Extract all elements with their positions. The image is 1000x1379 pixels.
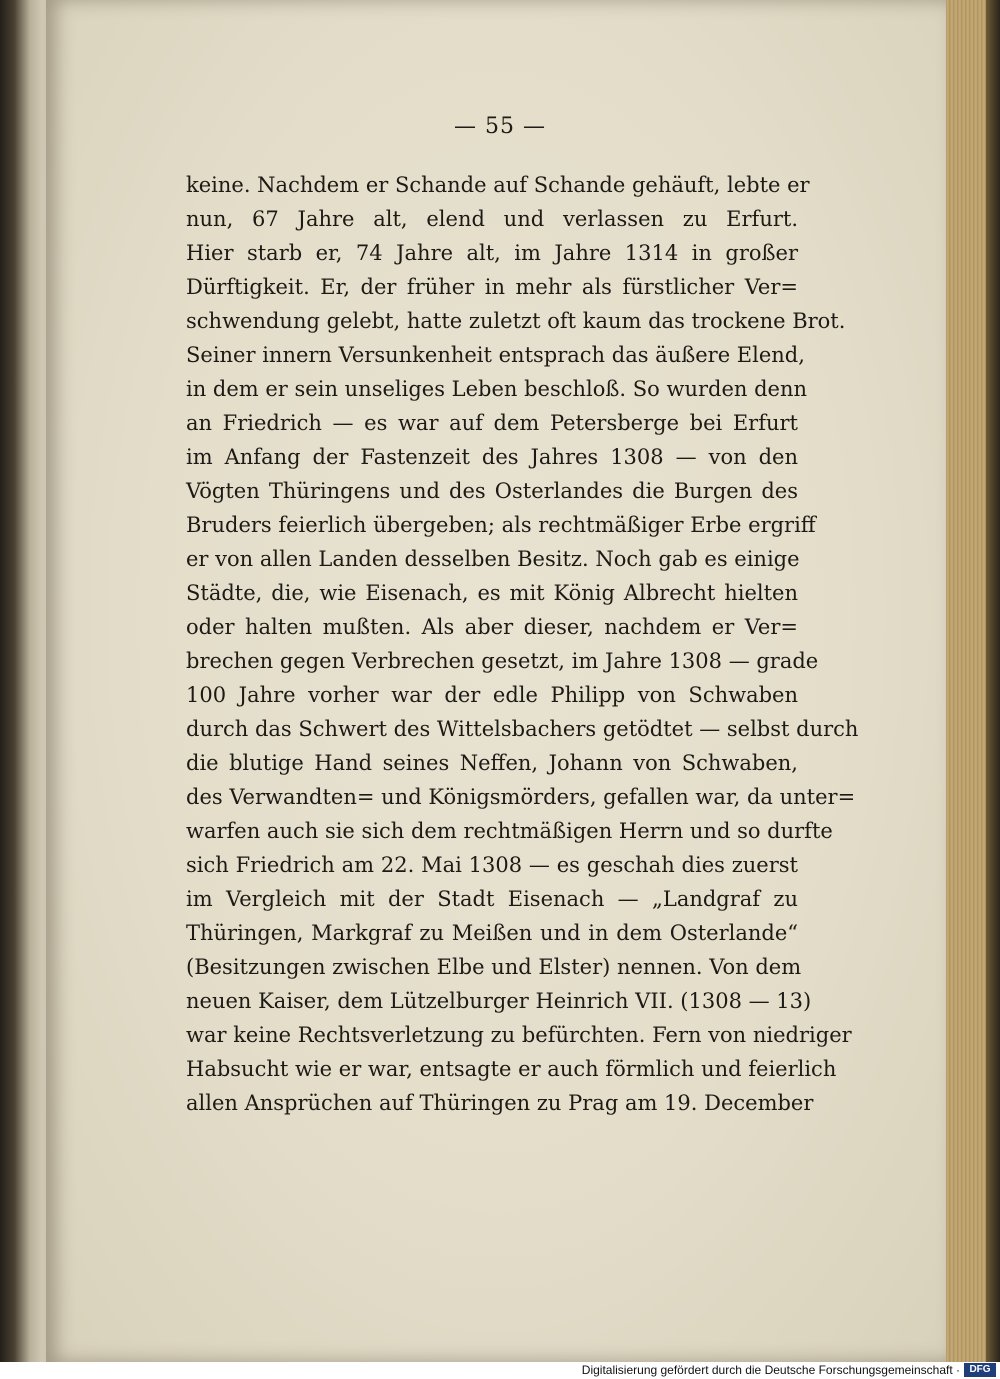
text-line: keine. Nachdem er Schande auf Schande gehäuft, lebte er	[186, 173, 810, 197]
book-page-edges	[946, 0, 1000, 1362]
text-line: allen Ansprüchen auf Thüringen zu Prag am 19. December	[186, 1091, 814, 1115]
text-line: schwendung gelebt, hatte zuletzt oft kaum das trockene Brot.	[186, 309, 846, 333]
text-line: durch das Schwert des Wittelsbachers getödtet — selbst durch	[186, 717, 859, 741]
text-line: in dem er sein unseliges Leben beschloß. So wurden denn	[186, 377, 807, 401]
text-line: (Besitzungen zwischen Elbe und Elster) nennen. Von dem	[186, 955, 802, 979]
text-line: Thüringen, Markgraf zu Meißen und in dem Osterlande“	[186, 921, 798, 945]
text-line: die blutige Hand seines Neffen, Johann von Schwaben,	[186, 751, 798, 775]
book-left-edge	[0, 0, 52, 1362]
text-line: war keine Rechtsverletzung zu befürchten. Fern von niedriger	[186, 1023, 852, 1047]
text-line: an Friedrich — es war auf dem Petersberge bei Erfurt	[186, 411, 798, 435]
text-line: Seiner innern Versunkenheit entsprach das äußere Elend,	[186, 343, 805, 367]
text-line: nun, 67 Jahre alt, elend und verlassen zu Erfurt.	[186, 207, 798, 231]
dfg-logo: DFG	[964, 1363, 996, 1377]
text-line: des Verwandten= und Königsmörders, gefallen war, da unter=	[186, 785, 856, 809]
text-line: Habsucht wie er war, entsagte er auch förmlich und feierlich	[186, 1057, 837, 1081]
text-line: oder halten mußten. Als aber dieser, nachdem er Ver=	[186, 615, 798, 639]
text-line: brechen gegen Verbrechen gesetzt, im Jahre 1308 — grade	[186, 649, 819, 673]
text-line: warfen auch sie sich dem rechtmäßigen Herrn und so durfte	[186, 819, 833, 843]
text-line: im Anfang der Fastenzeit des Jahres 1308 — von den	[186, 445, 798, 469]
body-text	[186, 168, 859, 1120]
text-line: Bruders feierlich übergeben; als rechtmäßiger Erbe ergriff	[186, 513, 816, 537]
text-line: er von allen Landen desselben Besitz. Noch gab es einige	[186, 547, 800, 571]
text-line: Vögten Thüringens und des Osterlandes die Burgen des	[186, 479, 798, 503]
funding-notice: Digitalisierung gefördert durch die Deutsche Forschungsgemeinschaft ·	[581, 1363, 960, 1377]
page-number: — 55 —	[454, 114, 546, 139]
text-line: sich Friedrich am 22. Mai 1308 — es geschah dies zuerst	[186, 853, 798, 877]
text-line: neuen Kaiser, dem Lützelburger Heinrich VII. (1308 — 13)	[186, 989, 812, 1013]
digitization-footer	[0, 1362, 1000, 1379]
text-line: 100 Jahre vorher war der edle Philipp von Schwaben	[186, 683, 798, 707]
text-line: Dürftigkeit. Er, der früher in mehr als fürstlicher Ver=	[186, 275, 798, 299]
text-line: im Vergleich mit der Stadt Eisenach — „Landgraf zu	[186, 887, 798, 911]
text-line: Hier starb er, 74 Jahre alt, im Jahre 1314 in großer	[186, 241, 798, 265]
text-line: Städte, die, wie Eisenach, es mit König Albrecht hielten	[186, 581, 798, 605]
